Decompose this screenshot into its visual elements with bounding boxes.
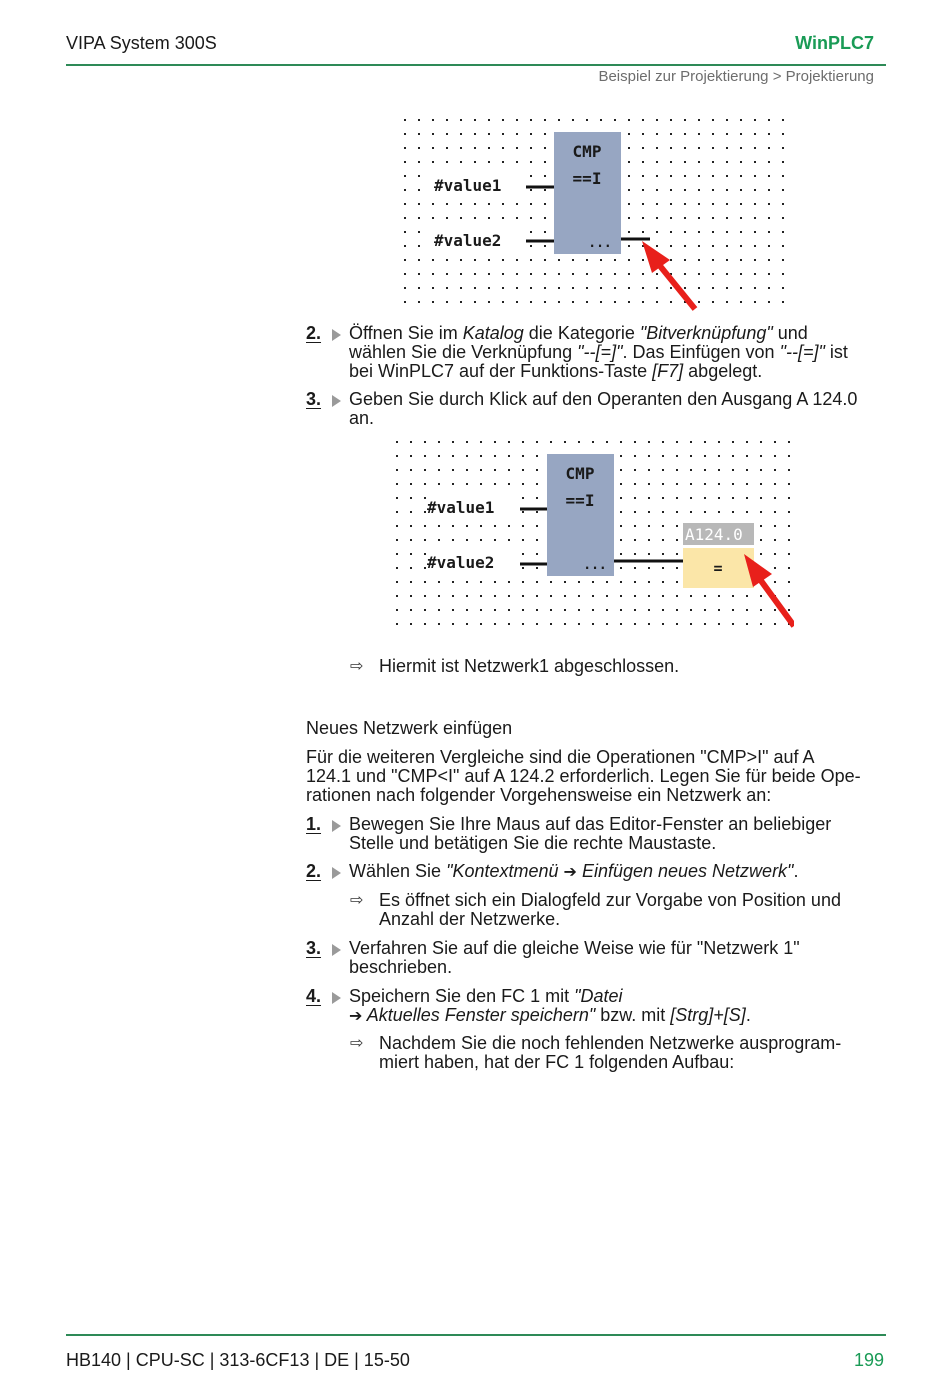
ladder-figure-cmp [398,113,788,311]
header-software: WinPLC7 [795,33,874,53]
step-triangle-icon [332,395,341,407]
result-arrow-icon: ⇨ [350,892,364,909]
cmp-block-title: CMP [572,142,602,161]
cmp-block-more: ... [588,236,612,251]
cmp-block-title: CMP [565,464,595,483]
footer-document-id: HB140 | CPU-SC | 313-6CF13 | DE | 15-50 [66,1350,410,1370]
input-label-value1: #value1 [427,498,495,517]
step-number: 3. [306,938,322,958]
coil-symbol: = [713,559,723,577]
step-triangle-icon [332,820,341,832]
input-label-value2: #value2 [434,231,502,250]
step-triangle-icon [332,992,341,1004]
input-label-value1: #value1 [434,176,502,195]
step-number: 2. [306,861,322,881]
result-arrow-icon: ⇨ [350,1035,364,1052]
ladder-figure-cmp-coil [393,436,794,636]
result-arrow-icon: ⇨ [350,658,364,675]
section-title: Neues Netzwerk einfügen [306,718,513,738]
step-number: 2. [306,323,322,343]
step-number: 3. [306,389,322,409]
input-label-value2: #value2 [427,553,495,572]
header-product: VIPA System 300S [66,33,217,53]
coil-address: A124.0 [685,525,743,544]
footer-rule [66,1334,886,1336]
step-number: 1. [306,814,322,834]
cmp-block-op: ==I [565,491,595,510]
menu-arrow-icon: ➔ [563,864,577,881]
intro-paragraph: Für die weiteren Vergleiche sind die Operationen "CMP>I" auf A 124.1 und "CMP<I" auf A 124.2 erforderlich. Legen Sie für beide Ope- rationen nach folgender Vorgehensweise ein Netzwerk an: [306,747,861,805]
page-number: 199 [853,1350,884,1370]
breadcrumb: Beispiel zur Projektierung > Projektierung [598,68,874,85]
step-triangle-icon [332,944,341,956]
cmp-block-more: ... [583,558,607,573]
step-triangle-icon [332,867,341,879]
menu-arrow-icon: ➔ [349,1008,363,1025]
step-number: 4. [306,986,322,1006]
step-triangle-icon [332,329,341,341]
cmp-block-op: ==I [572,169,602,188]
header-rule [66,64,886,66]
